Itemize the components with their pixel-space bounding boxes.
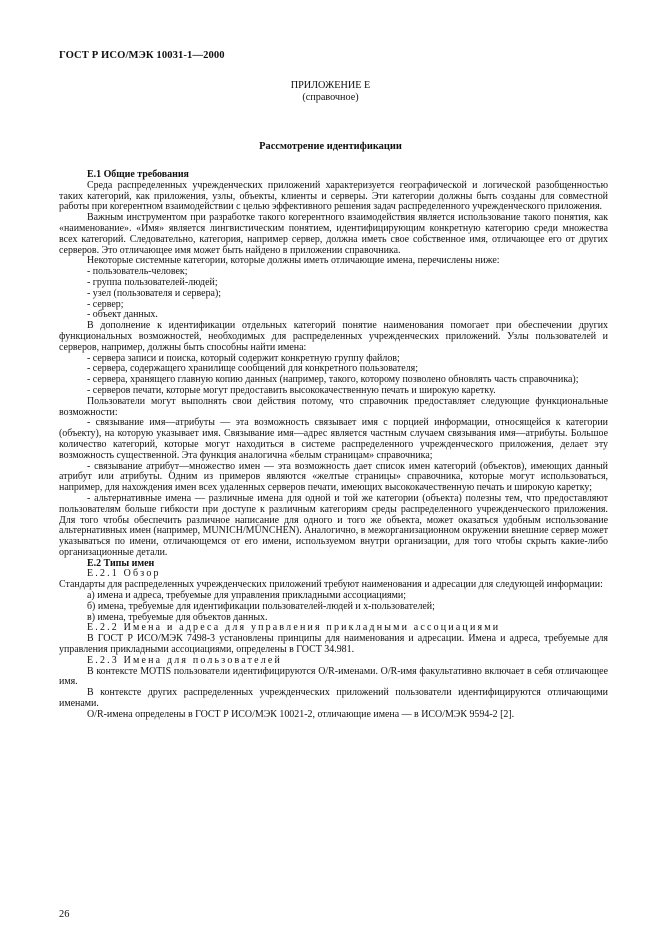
subsection-title-e22: Е.2.2 Имена и адреса для управления прикладными ассоциациями <box>87 622 501 634</box>
list-item: - сервер; <box>87 298 124 310</box>
standard-header: ГОСТ Р ИСО/МЭК 10031-1—2000 <box>59 50 225 61</box>
document-body <box>59 170 608 721</box>
subsection-title-e23: Е.2.3 Имена для пользователей <box>87 654 283 666</box>
paragraph: В контексте других распределенных учрежденческих приложений пользователи идентифицируются отличающими именами. <box>59 687 608 710</box>
paragraph: В дополнение к идентификации отдельных категорий понятие наименования помогает при обеспечении других функциональных возможностей, необходимых для распределенных учрежденческих приложений. Узлы пользователей и серверов, например, должны быть способны найти имена: <box>59 320 608 353</box>
paragraph: Среда распределенных учрежденческих приложений характеризуется географической и логической разобщенностью таких категорий, как приложения, узлы, объекты, клиенты и серверы. Эти категории должны быть созданы для совместной работы при когерентном взаимодействии с целью эффективного решения задач распределенного учрежденческого приложения. <box>59 179 608 213</box>
paragraph: В контексте MOTIS пользователи идентифицируются O/R-именами. O/R-имя факультативно включает в себя отличающее имя. <box>59 665 608 688</box>
list-item: а) имена и адреса, требуемые для управления прикладными ассоциациями; <box>87 590 406 602</box>
paragraph: - связывание атрибут—множество имен — эта возможность дает список имен категорий (объектов), имеющих данный атрибут или атрибуты. Одним из примеров являются «желтые страницы» справочника, которые могут использоваться, например, для нахождения имен всех удаленных серверов печати, имеющих высококачественную печать и широкую каретку; <box>59 460 608 494</box>
list-item: в) имена, требуемые для объектов данных. <box>87 611 268 623</box>
list-item: - серверов печати, которые могут предоставить высококачественную печать и широкую каретку. <box>87 384 496 396</box>
paragraph: O/R-имена определены в ГОСТ Р ИСО/МЭК 10021-2, отличающие имена — в ИСО/МЭК 9594-2 [2]. <box>87 708 515 720</box>
appendix-note: (справочное) <box>302 92 359 103</box>
list-item: - сервера, содержащего хранилище сообщений для конкретного пользователя; <box>87 363 419 375</box>
paragraph: Важным инструментом при разработке такого когерентного взаимодействия является использование такого понятия, как «наименование». «Имя» является лингвистическим понятием, идентифицирующим конкретную категорию среди множества всех категорий. Следовательно, категория, например сервер, должна иметь свое собственное имя, отличающее его от других серверов. Это отличающее имя может быть найдено в приложении справочника. <box>59 212 608 256</box>
paragraph: - альтернативные имена — различные имена для одной и той же категории (объекта) полезны тем, что предоставляют пользователям больше гибкости при доступе к различным категориям среды распределенного учрежденческого приложения. Для того чтобы обеспечить различное написание для одного и того же объекта, может оказаться удобным использование альтернативных имен (например, MUNICH/MÜNCHEN). Аналогично, в межорганизационном окружении внешние сервер может указываться по имени, отличающемся от его имени, используемом внутри организации, для того чтобы скрыть какие-либо организационные детали. <box>59 492 608 558</box>
list-item: - узел (пользователя и сервера); <box>87 287 222 299</box>
section-heading-e2: Е.2 Типы имен <box>87 557 155 569</box>
paragraph: - связывание имя—атрибуты — эта возможность связывает имя с порцией информации, относящейся к категории (объекту), на которую указывает имя. Связывание имя—адрес является частным случаем связывания имя—атрибуты. Большое количество категорий, которые могут находиться в системе распределенного учрежденческого приложения, делает эту возможность существенной. Эта функция аналогична «белым страницам» справочника; <box>59 417 608 461</box>
subsection-title-e21: Е.2.1 Обзор <box>87 568 161 580</box>
paragraph: Стандарты для распределенных учрежденческих приложений требуют наименования и адресации для следующей информации: <box>59 579 603 591</box>
list-item: - сервера записи и поиска, который содержит конкретную группу файлов; <box>87 352 400 364</box>
section-heading-e1: Е.1 Общие требования <box>87 169 189 180</box>
appendix-title: ПРИЛОЖЕНИЕ Е <box>290 80 371 91</box>
list-item: - группа пользователей-людей; <box>87 276 218 288</box>
paragraph: Некоторые системные категории, которые должны иметь отличающие имена, перечислены ниже: <box>87 255 500 267</box>
list-item: - объект данных. <box>87 309 158 321</box>
page-number: 26 <box>59 909 70 920</box>
list-item: - сервера, хранящего главную копию данных (например, такого, которому позволено обновлять часть справочника); <box>87 374 579 386</box>
main-title: Рассмотрение идентификации <box>259 141 402 152</box>
list-item: б) имена, требуемые для идентификации пользователей-людей и х-пользователей; <box>87 600 435 612</box>
list-item: - пользователь-человек; <box>87 266 188 278</box>
paragraph: В ГОСТ Р ИСО/МЭК 7498-3 установлены принципы для наименования и адресации. Имена и адреса, требуемые для управления прикладными ассоциациями, определены в ГОСТ 34.981. <box>59 633 608 656</box>
paragraph: Пользователи могут выполнять свои действия потому, что справочник предоставляет следующие функциональные возможности: <box>59 395 608 418</box>
